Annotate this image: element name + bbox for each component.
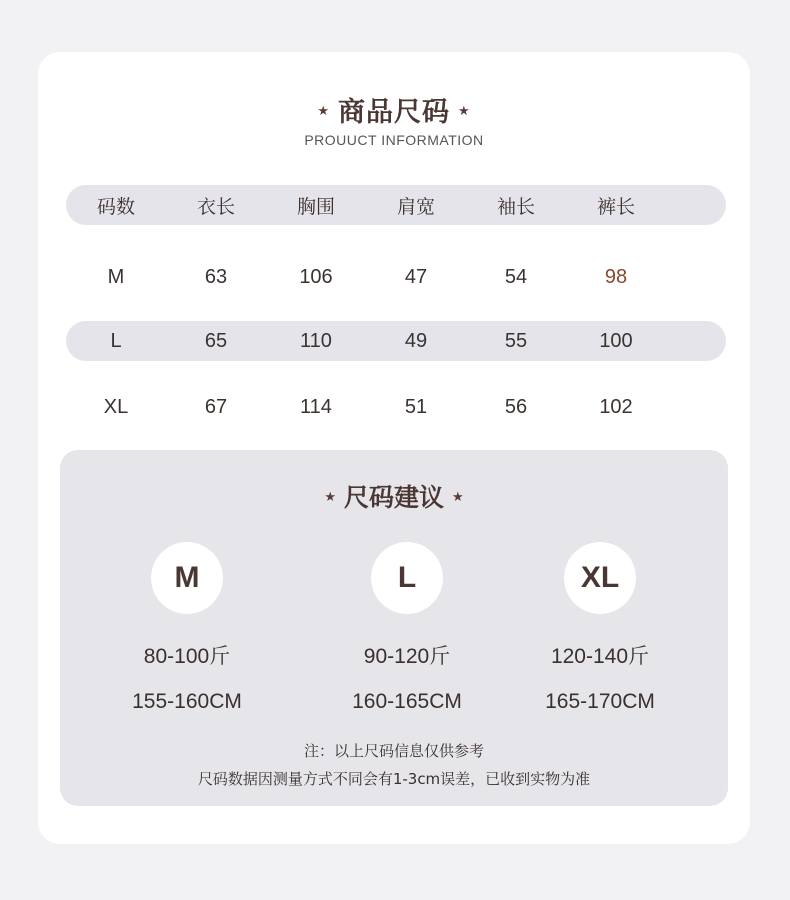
title-text: 商品尺码 — [338, 97, 450, 128]
height-range: 155-160CM — [132, 690, 242, 713]
advice-title-text: 尺码建议 — [343, 483, 444, 512]
table-cell: 51 — [404, 395, 428, 418]
column-header-pants: 裤长 — [596, 195, 635, 218]
table-cell: 106 — [299, 265, 333, 288]
table-header-row — [66, 185, 726, 225]
table-cell: 63 — [204, 265, 228, 288]
page-title — [38, 90, 750, 129]
size-suggestion-xl — [500, 542, 700, 714]
weight-range: 90-120斤 — [363, 645, 451, 668]
star-icon-left: ★ — [317, 104, 330, 119]
table-cell: 47 — [404, 265, 428, 288]
note-line-2: 尺码数据因测量方式不同会有1-3cm误差，已收到实物为准 — [197, 770, 591, 788]
table-cell: 65 — [204, 329, 228, 352]
advice-title — [60, 478, 728, 514]
size-info-card — [38, 52, 750, 844]
table-cell: L — [110, 329, 122, 352]
weight-range: 80-100斤 — [143, 645, 231, 668]
column-header-shoulder: 肩宽 — [396, 195, 435, 218]
column-header-size: 码数 — [96, 195, 135, 218]
table-cell: 67 — [204, 395, 228, 418]
size-suggestion-m — [87, 542, 287, 714]
table-cell: 102 — [599, 395, 633, 418]
star-icon-left: ★ — [324, 489, 336, 505]
table-row — [66, 387, 726, 427]
size-badge: XL — [564, 542, 636, 614]
size-badge: L — [371, 542, 443, 614]
table-cell: 55 — [504, 329, 528, 352]
table-row — [66, 257, 726, 297]
table-cell: 54 — [504, 265, 528, 288]
table-cell: 110 — [300, 329, 332, 352]
column-header-sleeve: 袖长 — [496, 195, 535, 218]
size-suggestion-l — [307, 542, 507, 714]
table-cell: M — [107, 265, 125, 288]
height-range: 165-170CM — [545, 690, 655, 713]
table-cell: 56 — [504, 395, 528, 418]
table-cell: 49 — [404, 329, 428, 352]
weight-range: 120-140斤 — [550, 645, 650, 668]
size-advice-panel — [60, 450, 728, 806]
star-icon-right: ★ — [452, 489, 464, 505]
table-cell: 98 — [604, 265, 628, 288]
page-subtitle: PROUUCT INFORMATION — [304, 132, 484, 148]
table-cell: 114 — [300, 395, 332, 418]
table-cell: XL — [103, 395, 129, 418]
star-icon-right: ★ — [458, 104, 471, 119]
size-badge: M — [151, 542, 223, 614]
height-range: 160-165CM — [352, 690, 462, 713]
column-header-chest: 胸围 — [296, 195, 335, 218]
table-row — [66, 321, 726, 361]
note-line-1: 注：以上尺码信息仅供参考 — [303, 742, 484, 760]
table-cell: 100 — [599, 329, 633, 352]
column-header-length: 衣长 — [196, 195, 235, 218]
